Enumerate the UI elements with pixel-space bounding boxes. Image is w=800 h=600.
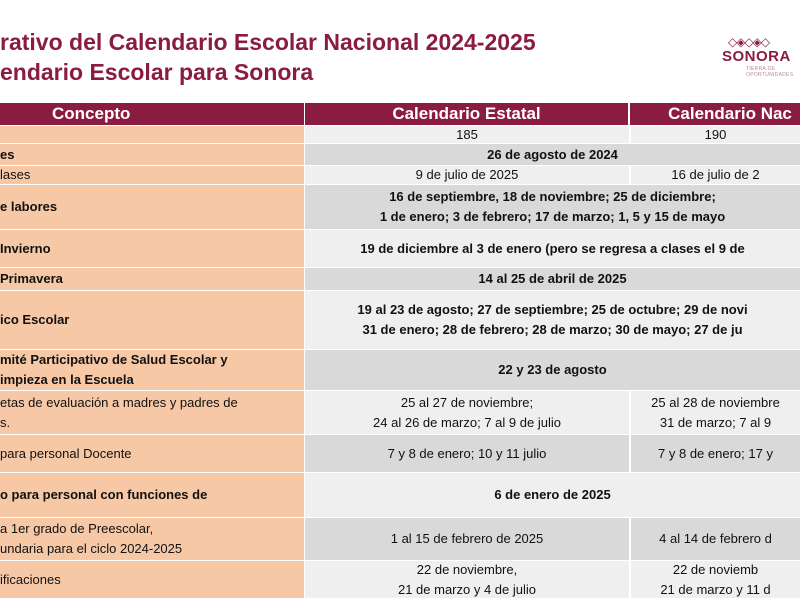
row-label [0,166,305,184]
estatal-value [305,166,629,184]
nacional-value [630,166,800,184]
nacional-value-text: 22 de noviemb [672,561,759,577]
merged-value [305,144,800,165]
merged-value [305,185,800,229]
row-label-text: Primavera [0,271,63,286]
estatal-value-text: 25 al 27 de noviembre; [400,394,534,410]
row-label-text: para personal Docente [0,445,132,461]
row-label-text: o para personal con funciones de [0,487,208,502]
row-label [0,268,305,290]
row-label [0,435,305,472]
estatal-value-text: 22 de noviembre, [416,561,518,577]
column-header-2: Calendario Nac [630,103,800,125]
column-header-0: Concepto [0,103,304,125]
nacional-value-text: 16 de julio de 2 [671,167,760,182]
nacional-value-text: 7 y 8 de enero; 17 y [658,445,773,461]
row-label-text: s. [0,414,11,430]
row-label [0,185,305,229]
nacional-value [630,126,800,143]
row-label-text: es [0,146,15,162]
nacional-value [630,518,800,560]
estatal-value [305,126,629,143]
nacional-value-text: 190 [704,126,727,142]
merged-value [305,473,800,517]
merged-value [305,291,800,349]
nacional-value-text: 21 de marzo y 11 d [660,581,771,597]
merged-value-text: 1 de enero; 3 de febrero; 17 de marzo; 1, 5 y 15 de mayo [379,209,726,224]
estatal-value [305,561,629,598]
row-label-text: undaria para el ciclo 2024-2025 [0,541,183,556]
row-label [0,561,305,598]
row-label [0,291,305,349]
merged-value-text: 14 al 25 de abril de 2025 [478,271,627,286]
row-label-text: Invierno [0,240,51,256]
logo-tagline: TIERRA DE OPORTUNIDADES [746,66,794,78]
nacional-value [630,435,800,472]
row-label-text: ico Escolar [0,312,70,327]
row-label-text: etas de evaluación a madres y padres de [0,394,238,410]
estatal-value [305,435,629,472]
merged-value [305,350,800,390]
estatal-value-text: 21 de marzo y 4 de julio [397,581,537,597]
merged-value [305,230,800,267]
document-subtitle: endario Escolar para Sonora [0,59,314,85]
row-label-text: ificaciones [0,571,61,587]
sonora-logo [722,36,800,76]
row-label [0,391,305,434]
nacional-value [630,561,800,598]
merged-value-text: 31 de enero; 28 de febrero; 28 de marzo; 30 de mayo; 27 de ju [362,322,743,337]
nacional-value-text: 25 al 28 de noviembre [651,394,780,410]
merged-value-text: 6 de enero de 2025 [494,487,611,502]
row-label-text: a 1er grado de Preescolar, [0,521,154,536]
row-label [0,350,305,390]
nacional-value-text: 4 al 14 de febrero d [659,531,772,546]
row-label-text: lases [0,167,31,182]
estatal-value-text: 185 [456,126,478,142]
row-label [0,473,305,517]
merged-value-text: 22 y 23 de agosto [498,362,607,377]
row-label [0,144,305,165]
estatal-value-text: 1 al 15 de febrero de 2025 [390,531,544,546]
row-label [0,230,305,267]
document-title: rativo del Calendario Escolar Nacional 2024-2025 [0,29,536,55]
sonora-ornament-icon: ◇◈◇◈◇ [728,35,770,49]
nacional-value [630,391,800,434]
merged-value-text: 19 de diciembre al 3 de enero (pero se regresa a clases el 9 de [360,240,745,256]
merged-value [305,268,800,290]
row-label-text: mité Participativo de Salud Escolar y [0,352,228,367]
row-label-text: e labores [0,199,58,214]
nacional-value-text: 31 de marzo; 7 al 9 [659,414,772,430]
estatal-value-text: 7 y 8 de enero; 10 y 11 julio [387,445,547,461]
merged-value-text: 26 de agosto de 2024 [487,146,618,162]
estatal-value-text: 24 al 26 de marzo; 7 al 9 de julio [373,414,561,430]
merged-value-text: 19 al 23 de agosto; 27 de septiembre; 25 de octubre; 29 de novi [357,302,748,317]
merged-value-text: 16 de septiembre, 18 de noviembre; 25 de diciembre; [389,189,716,204]
row-label [0,518,305,560]
estatal-value-text: 9 de julio de 2025 [415,167,519,182]
row-label-text: impieza en la Escuela [0,372,134,387]
estatal-value [305,391,629,434]
logo-wordmark: SONORA [722,48,791,65]
estatal-value [305,518,629,560]
calendar-comparison-table [0,103,800,600]
row-label [0,126,305,143]
column-header-1: Calendario Estatal [305,103,628,125]
